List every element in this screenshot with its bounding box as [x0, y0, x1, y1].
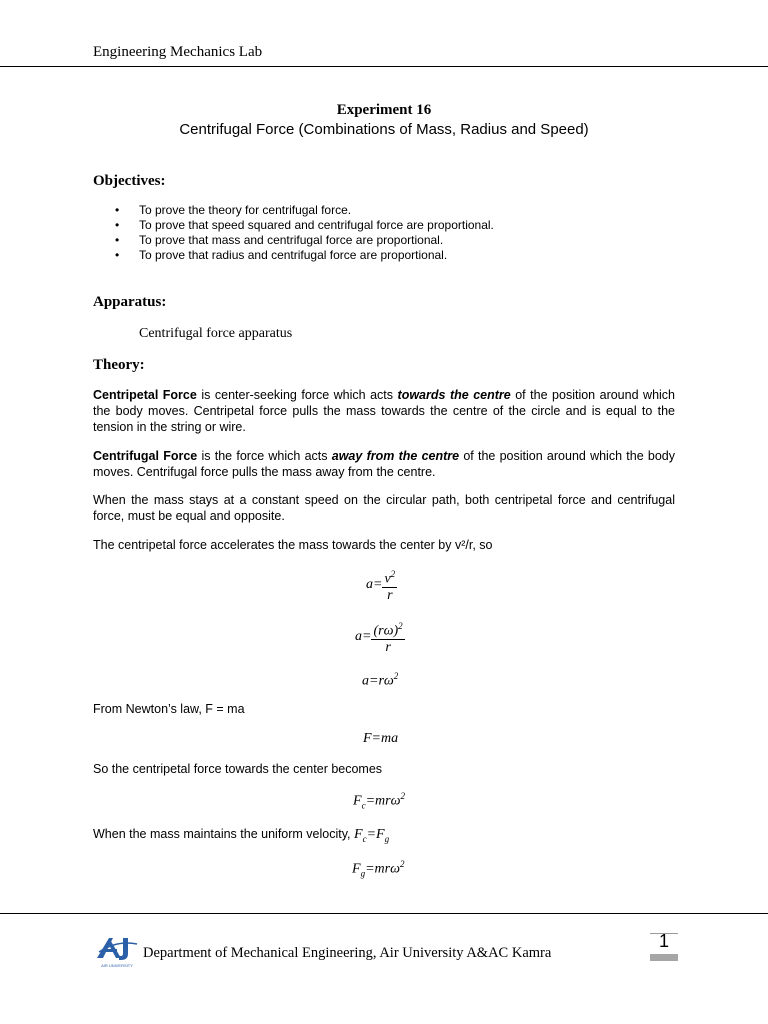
- emphasis-text: away from the centre: [331, 449, 460, 463]
- centripetal-term: Centripetal Force: [93, 388, 197, 402]
- centripetal-paragraph: [93, 387, 675, 435]
- list-item: [93, 218, 494, 233]
- paragraph-text: is the force which acts: [197, 449, 332, 463]
- equal-opposite-paragraph: When the mass stays at a constant speed on the circular path, both centripetal force and centrifugal force, must be equal and opposite.: [93, 493, 675, 523]
- theory-heading: Theory:: [93, 357, 145, 373]
- centripetal-force-paragraph: So the centripetal force towards the center becomes: [93, 762, 383, 776]
- objectives-list: [93, 203, 494, 263]
- paragraph-text: is center-seeking force which acts: [196, 388, 398, 402]
- air-university-logo: [95, 932, 139, 972]
- bullet-icon: •: [115, 203, 120, 217]
- list-item: [93, 233, 494, 248]
- footer-department: Department of Mechanical Engineering, Air University A&AC Kamra: [143, 945, 552, 961]
- newton-law-paragraph: From Newton’s law, F = ma: [93, 702, 245, 716]
- apparatus-item: Centrifugal force apparatus: [139, 326, 293, 341]
- list-item: [93, 248, 494, 263]
- page-number: 1: [658, 931, 669, 951]
- bullet-icon: •: [115, 248, 120, 262]
- paragraph-text: of the position around which the body moves. Centripetal force pulls the mass towards the centre of the circle and is equal to the tension in the string or wire.: [93, 388, 675, 434]
- bullet-icon: •: [115, 233, 120, 247]
- paragraph-text: of the position around which the body moves. Centrifugal force pulls the mass away from the centre.: [93, 449, 675, 479]
- equation-a-rw2: $a=r\omega^2$: [362, 671, 399, 689]
- equation-fc-fg: $F_c=F_g$: [354, 827, 390, 844]
- equation-fc: $F_c=mr\omega^2$: [353, 791, 405, 811]
- bullet-icon: •: [115, 218, 120, 232]
- list-item: [93, 203, 494, 218]
- header-divider: [0, 66, 768, 67]
- acceleration-paragraph: The centripetal force accelerates the mass towards the center by v²/r, so: [93, 538, 493, 552]
- objective-text: To prove that speed squared and centrifugal force are proportional.: [139, 218, 494, 232]
- header-title: Engineering Mechanics Lab: [93, 44, 263, 60]
- experiment-title: Experiment 16: [336, 102, 432, 118]
- footer-divider: [0, 913, 768, 914]
- equation-a-v2-r: a= $\frac{v^2}{r}$: [366, 569, 396, 603]
- uniform-velocity-paragraph: [93, 826, 675, 847]
- emphasis-text: towards the centre: [397, 388, 511, 402]
- objective-text: To prove that mass and centrifugal force are proportional.: [139, 233, 444, 247]
- equation-a-rw2-r: a= $\frac{(r\omega)^2}{r}$: [355, 621, 403, 655]
- apparatus-heading: Apparatus:: [93, 294, 167, 310]
- objective-text: To prove that radius and centrifugal force are proportional.: [139, 248, 448, 262]
- equation-fg: $F_g=mr\omega^2$: [352, 859, 405, 879]
- objective-text: To prove the theory for centrifugal force.: [139, 203, 352, 217]
- logo-caption: AIR UNIVERSITY: [101, 963, 133, 968]
- paragraph-text: When the mass maintains the uniform velocity,: [93, 827, 351, 841]
- centrifugal-paragraph: [93, 448, 675, 480]
- page-number-bar: [650, 954, 678, 961]
- experiment-subtitle: Centrifugal Force (Combinations of Mass, Radius and Speed): [179, 121, 589, 138]
- equation-f-ma: F=ma: [363, 731, 399, 746]
- objectives-heading: Objectives:: [93, 173, 166, 189]
- centrifugal-term: Centrifugal Force: [93, 449, 198, 463]
